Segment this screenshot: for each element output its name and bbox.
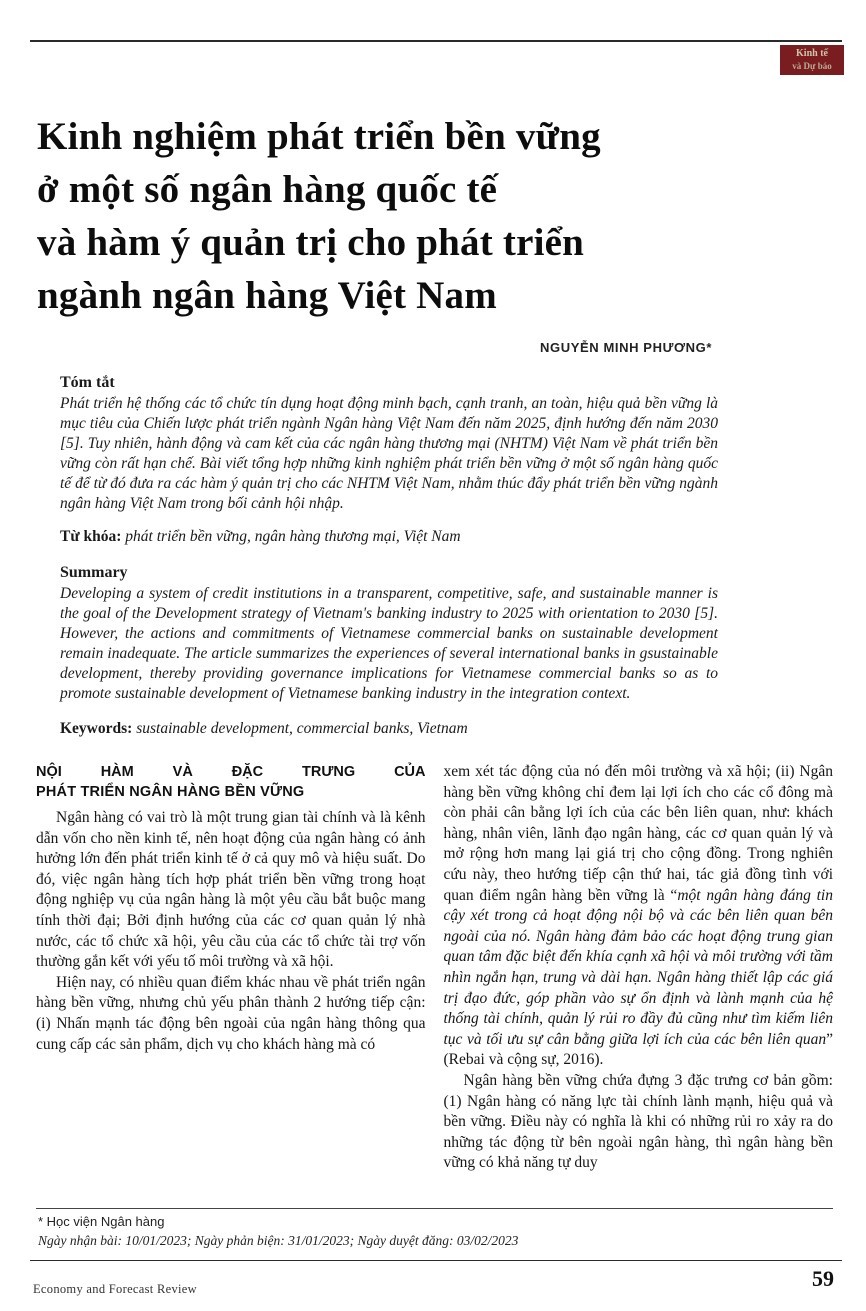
quoted-definition-text: một ngân hàng đáng tin cậy xét trong cả hoạt động nội bộ và các bên liên quan bên ngoài của nó. Ngân hàng đảm bảo các hoạt động trung gian quan tâm đặc biệt đến khía cạnh xã hội và môi trường với tầm nhìn ngắn hạn, trung và dài hạn. Ngân hàng thiết lập các giá trị đạo đức, góp phần vào sự ổn định và lành mạnh của hệ thống tài chính, quản lý rủi ro đầy đủ cũng như tìm kiếm liên tục và tối ưu sự cân bằng giữa lợi ích của các bên liên quan [443, 886, 833, 1048]
keywords-text-vi: phát triển bền vững, ngân hàng thương mại, Việt Nam [121, 528, 461, 545]
abstract-heading-vi: Tóm tắt [60, 374, 115, 391]
footer-rule [30, 1260, 842, 1261]
body-paragraph [444, 762, 834, 1071]
journal-logo-line1: Kinh tế [796, 48, 828, 59]
right-column [444, 762, 834, 1174]
abstract-vietnamese [60, 374, 718, 546]
keywords-text-en: sustainable development, commercial banks, Vietnam [132, 720, 468, 737]
page-number: 59 [812, 1266, 834, 1291]
abstract-text-vi: Phát triển hệ thống các tổ chức tín dụng hoạt động minh bạch, cạnh tranh, an toàn, hiệu quả bền vững là mục tiêu của Chiến lược phát triển ngành Ngân hàng Việt Nam đến năm 2025, định hướng đến năm 2030 [5]. Tuy nhiên, hành động và cam kết của các ngân hàng thương mại (NHTM) Việt Nam về phát triển bền vững còn rất hạn chế. Bài viết tổng hợp những kinh nghiệm phát triển bền vững ở một số ngân hàng quốc tế để từ đó đưa ra các hàm ý quản trị cho các NHTM Việt Nam, nhằm thúc đẩy phát triển bền vững ngành ngân hàng Việt Nam trong bối cảnh hội nhập. [60, 395, 718, 512]
left-column [36, 762, 426, 1174]
keywords-line-vi [60, 528, 718, 546]
author-affiliation-footnote: * Học viện Ngân hàng [38, 1214, 165, 1229]
keywords-label-en: Keywords: [60, 720, 133, 737]
journal-name-footer: Economy and Forecast Review [33, 1282, 197, 1296]
section-heading-line: PHÁT TRIỂN NGÂN HÀNG BỀN VỮNG [36, 784, 305, 800]
section-heading [36, 762, 426, 802]
article-title-line: ngành ngân hàng Việt Nam [37, 274, 497, 317]
keywords-line-en [60, 720, 718, 738]
article-title-line: Kinh nghiệm phát triển bền vững [37, 115, 601, 158]
article-body-columns [36, 762, 833, 1174]
paragraph-text: xem xét tác động của nó đến môi trường và xã hội; (ii) Ngân hàng bền vững không chỉ đem lại lợi ích cho các cổ đông mà còn phải cân bằng lợi ích của các bên liên quan, như: khách hàng, nhân viên, lãnh đạo ngân hàng, các cơ quan quản lý và mở rộng hơn mang lại giá trị cho cộng đồng. Trong nghiên cứu này, theo hướng tiếp cận thứ hai, tác giả đồng tình với quan điểm ngân hàng bền vững là “ [443, 763, 833, 904]
journal-logo-badge [780, 45, 844, 75]
section-heading-line: NỘI HÀM VÀ ĐẶC TRƯNG CỦA [36, 764, 426, 780]
abstract-text-en: Developing a system of credit institutions in a transparent, competitive, safe, and sustainable manner is the goal of the Development strategy of Vietnam's banking industry to 2025 with orientation to 2030 [5]. However, the actions and commitments of Vietnamese commercial banks on sustainable development remain inadequate. The article summarizes the experiences of several international banks in gsustainable development, thereby providing governance implications for Vietnamese commercial banks so as to promote sustainable development of Vietnamese banking industry in the integration context. [60, 585, 718, 702]
article-title-line: ở một số ngân hàng quốc tế [37, 168, 498, 211]
body-paragraph: Hiện nay, có nhiều quan điểm khác nhau về phát triển ngân hàng bền vững, nhưng chủ yếu phân thành 2 hướng tiếp cận: (i) Nhấn mạnh tác động bên ngoài của ngân hàng thông qua cung cấp các sản phẩm, dịch vụ cho khách hàng mà có [36, 973, 426, 1053]
abstract-english [60, 564, 718, 738]
body-paragraph: Ngân hàng bền vững chứa đựng 3 đặc trưng cơ bản gồm: (1) Ngân hàng có năng lực tài chính lành mạnh, hiệu quả và bền vững. Điều này có nghĩa là khi có những rủi ro xảy ra do những tác động từ bên ngoài ngân hàng, thì ngân hàng bền vững có khả năng tự duy [443, 1071, 833, 1172]
citation-text: ” (Rebai và cộng sự, 2016). [443, 1030, 833, 1069]
keywords-label-vi: Từ khóa: [60, 528, 122, 545]
author-name: NGUYỄN MINH PHƯƠNG* [540, 340, 712, 355]
manuscript-dates-footnote: Ngày nhận bài: 10/01/2023; Ngày phản biện: 31/01/2023; Ngày duyệt đăng: 03/02/2023 [38, 1233, 519, 1248]
top-rule [30, 40, 842, 42]
footnote-divider [36, 1208, 833, 1209]
abstract-heading-en: Summary [60, 564, 128, 581]
journal-logo-line2: và Dự báo [792, 61, 832, 71]
article-title [37, 110, 817, 322]
body-paragraph: Ngân hàng có vai trò là một trung gian tài chính và là kênh dẫn vốn cho nền kinh tế, nên hoạt động của ngân hàng có ảnh hưởng lớn đến phát triển kinh tế ở cả quy mô và hiệu suất. Do đó, việc ngân hàng tích hợp phát triển bền vững trong hoạt động nghiệp vụ của ngân hàng là một yêu cầu bắt buộc mang tính thời đại; Bởi định hướng của các cơ quan quản lý nhà nước, các tổ chức xã hội, yêu cầu của các tổ chức tài trợ vốn thường gắn kết với yếu tố môi trường và xã hội. [36, 809, 426, 971]
article-title-line: và hàm ý quản trị cho phát triển [37, 221, 585, 264]
